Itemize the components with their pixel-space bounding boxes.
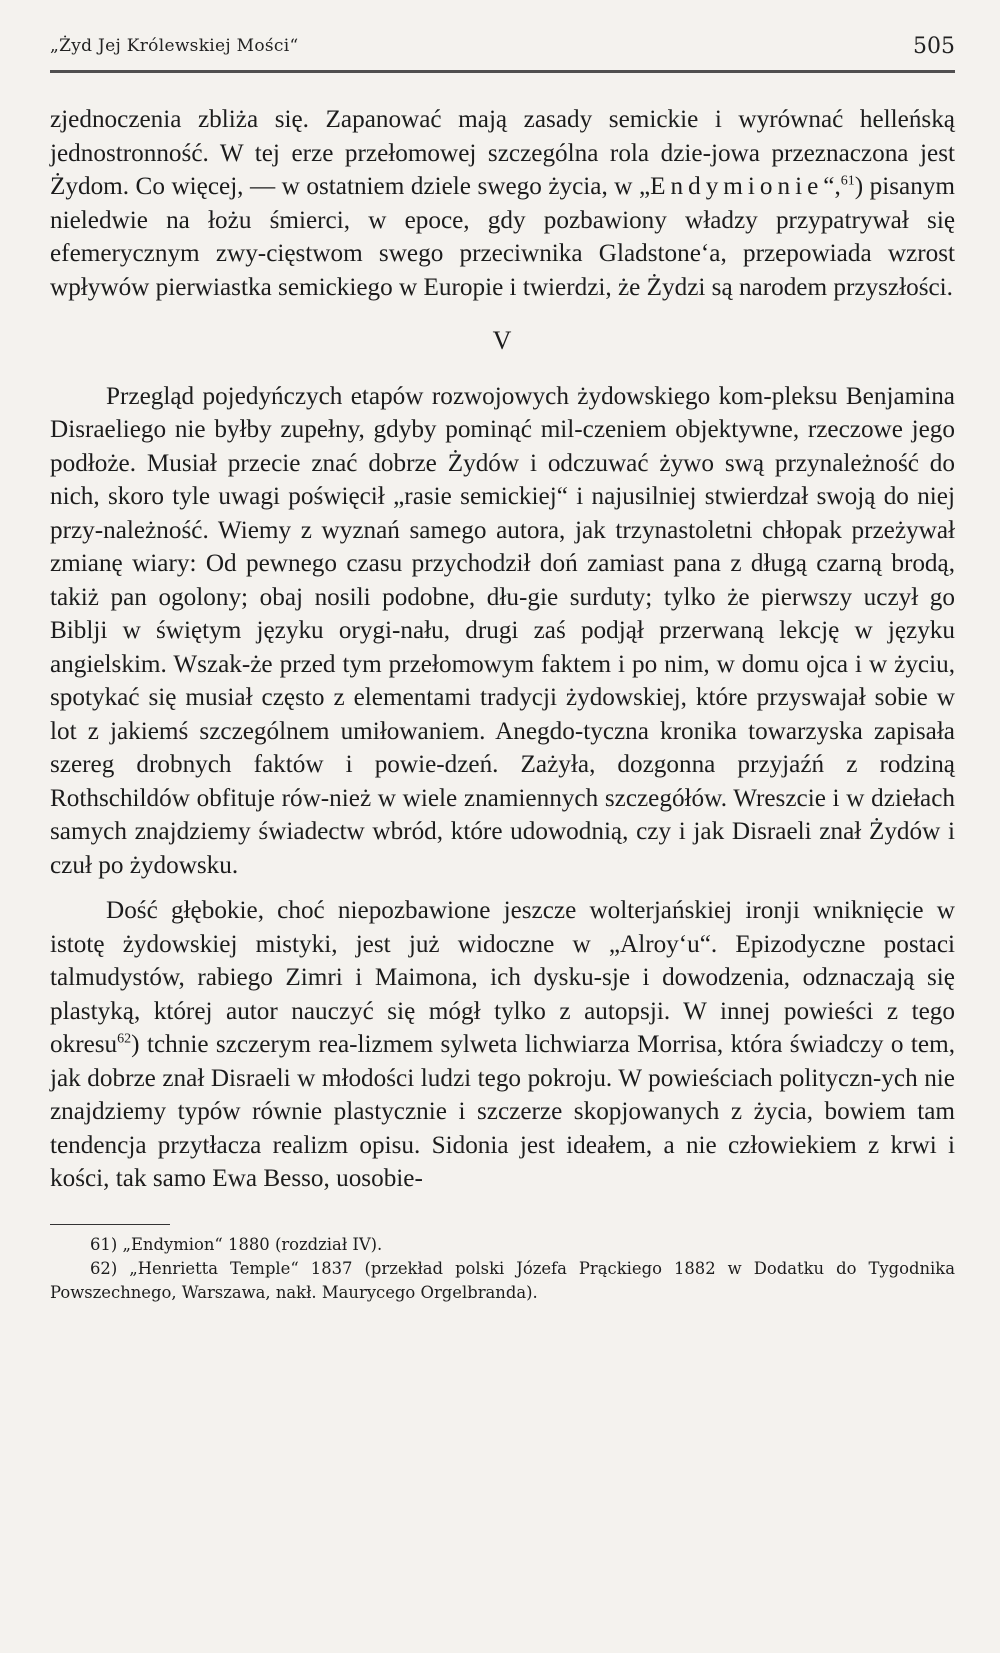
footnotes: [50, 1233, 955, 1305]
footnote-ref-61: 61: [840, 173, 855, 189]
quote-close: “,: [823, 173, 841, 200]
paragraph-3-text-b: ) tchnie szczerym rea-lizmem sylweta lichwiarza Morrisa, która świadczy o tem, jak dobrze znał Disraeli w młodości ludzi tego pokroju. W powieściach polityczn-ych nie znajdziemy typów równie plastycznie i szczerze skopjowanych z życia, bowiem tam tendencja przytłacza realizm opisu. Sidonia jest ideałem, a nie człowiekiem z krwi i kości, tak samo Ewa Besso, uosobie-: [50, 1031, 955, 1192]
footnote-61: 61) „Endymion“ 1880 (rozdział IV).: [90, 1234, 383, 1254]
paragraph-1-text-a: zjednoczenia zbliża się. Zapanować mają zasady semickie i wyrównać helleńską jednostronność. W tej erze przełomowej szczególna rola dzie-jowa przeznaczona jest Żydom. Co więcej, — w ostatniem dziele swego życia, w „: [50, 106, 955, 200]
paragraph-3-text-a: Dość głębokie, choć niepozbawione jeszcze wolterjańskiej ironji wniknięcie w istotę żydowskiej mistyki, jest już widoczne w „Alroy‘u“. Epizodyczne postaci talmudystów, rabiego Zimri i Maimona, ich dysku-sje i dowodzenia, odznaczają się plastyką, której autor nauczyć się mógł tylko z autopsji. W innej powieści z tego okresu: [50, 897, 955, 1058]
footnote-ref-62: 62: [117, 1031, 132, 1047]
paragraph-2: Przegląd pojedyńczych etapów rozwojowych żydowskiego kom-pleksu Benjamina Disraeliego nie byłby zupełny, gdyby pominąć mil-czeniem objektywne, rzeczowe jego podłoże. Musiał przecie znać dobrze Żydów i odczuwać żywo swą przynależność do nich, skoro tyle uwagi poświęcił „rasie semickiej“ i najusilniej stwierdzał swoją do niej przy-należność. Wiemy z wyznań samego autora, jak trzynastoletni chłopak przeżywał zmianę wiary: Od pewnego czasu przychodził doń zamiast pana z długą czarną brodą, takiż pan ogolony; obaj nosili podobne, dłu-gie surduty; tylko że pierwszy uczył go Biblji w świętym języku orygi-nału, drugi zaś podjął przerwaną lekcję w języku angielskim. Wszak-że przed tym przełomowym faktem i po nim, w domu ojca i w życiu, spotykać się musiał często z elementami tradycji żydowskiej, które przyswajał sobie w lot z jakiemś szczególnem umiłowaniem. Anegdo-tyczna kronika towarzyska zapisała szereg drobnych faktów i powie-dzeń. Zażyła, dozgonna przyjaźń z rodziną Rothschildów obfituje rów-nież w wiele znamiennych szczegółów. Wreszcie i w dziełach samych znajdziemy świadectw wbród, które udowodnią, czy i jak Disraeli znał Żydów i czuł po żydowsku.: [50, 382, 955, 879]
page-number: 505: [913, 34, 955, 59]
paragraph-1: [50, 103, 955, 304]
running-header: [50, 28, 955, 64]
book-page: [50, 28, 955, 1305]
section-heading: V: [492, 326, 513, 355]
paragraph-1-text-b: ) pisanym nieledwie na łożu śmierci, w epoce, gdy pozbawiony władzy przypatrywał się efemerycznym zwy-cięstwom swego przeciwnika Gladstone‘a, przepowiada wzrost wpływów pierwiastka semickiego w Europie i twierdzi, że Żydzi są narodem przyszłości.: [50, 173, 955, 301]
main-text: [50, 103, 955, 1196]
endymion-spaced-title: Endymionie: [650, 173, 824, 200]
header-rule: [50, 70, 955, 73]
footnote-rule: [50, 1224, 170, 1225]
footnote-62: 62) „Henrietta Temple“ 1837 (przekład polski Józefa Prąckiego 1882 w Dodatku do Tygodnika Powszechnego, Warszawa, nakł. Maurycego Orgelbranda).: [50, 1258, 955, 1302]
paragraph-3: [50, 894, 955, 1196]
running-title: „Żyd Jej Królewskiej Mości“: [50, 36, 299, 56]
